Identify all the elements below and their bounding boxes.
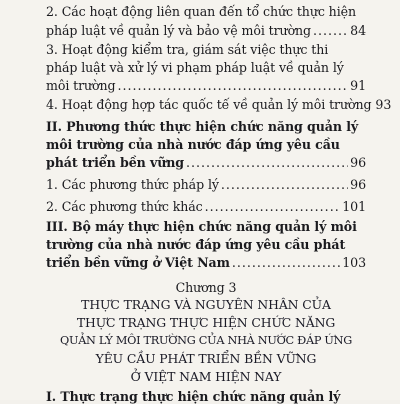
leader-dots	[118, 78, 349, 93]
toc-section-I-line1: I. Thực trạng thực hiện chức năng quản lý	[46, 389, 341, 404]
toc-section-II-page: 96	[350, 155, 366, 170]
toc-section-III-line3	[46, 255, 366, 270]
toc-sub-1	[46, 177, 366, 192]
toc-item-3-line2: pháp luật và xử lý vi phạm pháp luật về quản lý	[46, 60, 344, 75]
toc-sub-2-text: 2. Các phương thức khác	[46, 199, 203, 214]
toc-item-3-line3	[46, 78, 366, 93]
toc-item-2-page: 84	[350, 23, 366, 38]
toc-section-III-line1: III. Bộ máy thực hiện chức năng quản lý môi	[46, 219, 357, 234]
toc-sub-1-text: 1. Các phương thức pháp lý	[46, 177, 219, 192]
toc-item-2-text: pháp luật về quản lý và bảo vệ môi trường	[46, 23, 312, 38]
toc-item-4-text: 4. Hoạt động hợp tác quốc tế về quản lý môi trường	[46, 97, 372, 112]
toc-section-II-text: phát triển bền vững	[46, 155, 185, 170]
chapter-title-line2: THỰC TRẠNG THỰC HIỆN CHỨC NĂNG	[76, 315, 336, 330]
chapter-title-line5: Ở VIỆT NAM HIỆN NAY	[130, 369, 282, 384]
leader-dots	[313, 23, 348, 38]
toc-section-III-line2: trường của nhà nước đáp ứng yêu cầu phát	[46, 237, 346, 252]
toc-item-4-page: 93	[375, 97, 392, 112]
leader-dots	[186, 155, 348, 170]
toc-section-II-line1: II. Phương thức thực hiện chức năng quản lý	[46, 119, 359, 134]
toc-section-II-line3	[46, 155, 366, 170]
toc-item-2-line1: 2. Các hoạt động liên quan đến tổ chức thực hiện	[46, 4, 356, 19]
chapter-title-line3: QUẢN LÝ MÔI TRƯỜNG CỦA NHÀ NƯỚC ĐÁP ỨNG	[60, 334, 352, 347]
leader-dots	[221, 177, 348, 192]
toc-sub-1-page: 96	[350, 177, 366, 192]
toc-item-4	[46, 97, 392, 112]
toc-item-3-line1: 3. Hoạt động kiểm tra, giám sát việc thực thi	[46, 42, 329, 57]
leader-dots	[232, 255, 340, 270]
leader-dots	[205, 199, 341, 214]
toc-item-3-page: 91	[350, 78, 366, 93]
toc-item-3-text: môi trường	[46, 78, 116, 93]
toc-section-III-text: triển bền vững ở Việt Nam	[46, 255, 230, 270]
toc-item-2-line2	[46, 23, 366, 38]
toc-section-II-line2: môi trường của nhà nước đáp ứng yêu cầu	[46, 137, 340, 152]
chapter-title-line1: THỰC TRẠNG VÀ NGUYÊN NHÂN CỦA	[81, 297, 331, 312]
toc-sub-2-page: 101	[342, 199, 366, 214]
toc-sub-2	[46, 199, 366, 214]
chapter-title-line4: YÊU CẦU PHÁT TRIỂN BỀN VỮNG	[95, 351, 317, 366]
toc-section-III-page: 103	[342, 255, 366, 270]
chapter-label: Chương 3	[175, 280, 237, 295]
